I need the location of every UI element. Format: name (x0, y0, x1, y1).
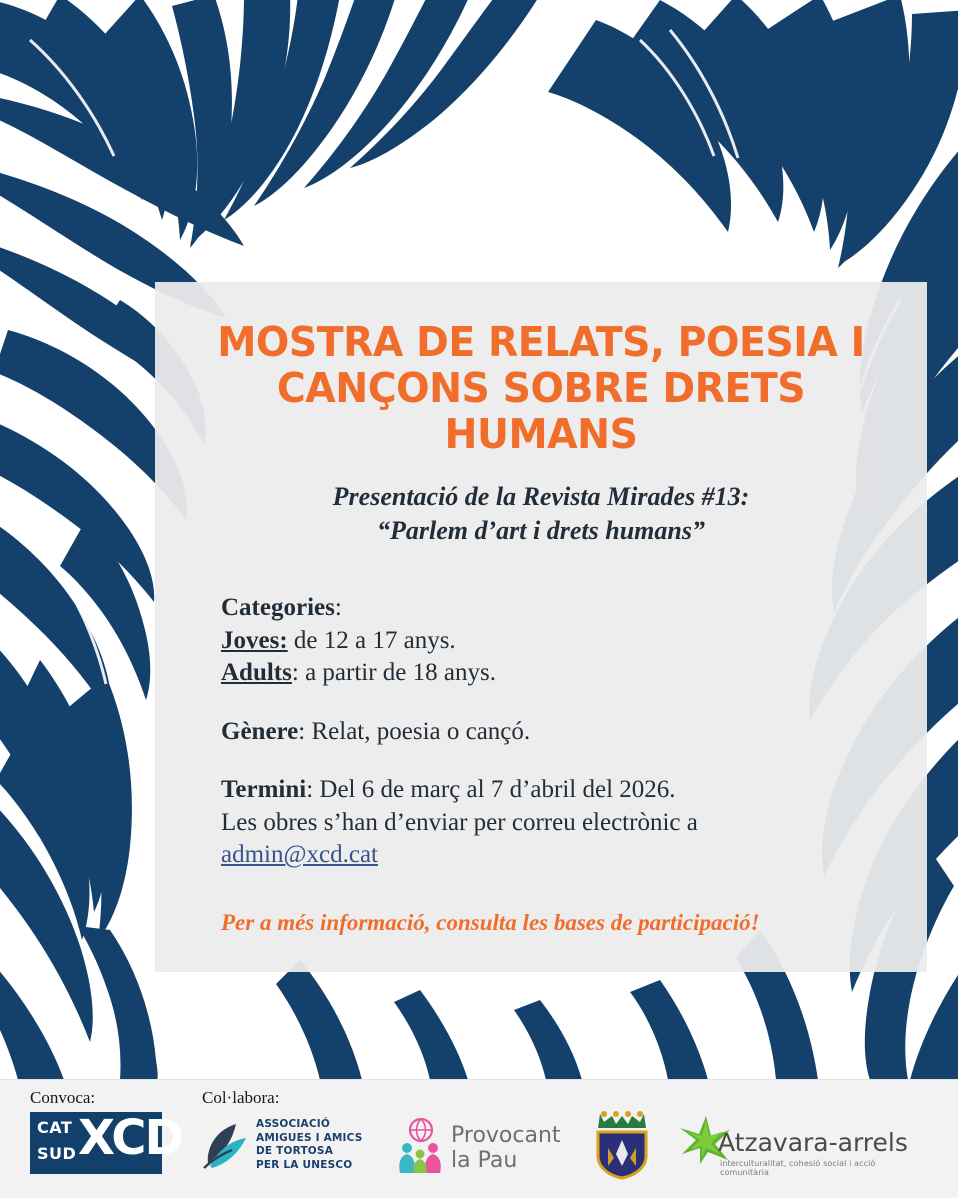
atzavara-name: Atzavara-arrels (718, 1128, 908, 1157)
provocant-line-2: la Pau (451, 1147, 518, 1173)
logo-unesco-association[interactable] (202, 1116, 377, 1178)
people-globe-icon (395, 1118, 447, 1174)
logo-unesco-text (256, 1118, 363, 1173)
enviament-line: Les obres s’han d’enviar per correu electrònic a (221, 808, 698, 836)
genere-value: : Relat, poesia o cançó. (298, 717, 531, 745)
unesco-line-1: ASSOCIACIÓ (256, 1118, 330, 1130)
categories-heading (221, 592, 893, 625)
termini-label: Termini (221, 776, 307, 804)
adults-value: : a partir de 18 anys. (291, 659, 496, 687)
joves-value: de 12 a 17 anys. (287, 626, 456, 654)
adults-label: Adults (221, 659, 292, 687)
title-line-2: CANÇONS SOBRE DRETS HUMANS (276, 363, 806, 458)
unesco-line-3: DE TORTOSA (256, 1145, 334, 1158)
categories-label: Categories (221, 594, 335, 622)
subtitle (189, 480, 893, 549)
logo-atzavara-arrels[interactable] (678, 1114, 924, 1176)
title-line-1: MOSTRA DE RELATS, POESIA I (217, 318, 865, 366)
ajuntament-crest-icon[interactable] (590, 1108, 654, 1180)
subtitle-line-2: “Parlem d’art i drets humans” (377, 516, 705, 546)
joves-label: Joves: (221, 626, 288, 654)
spacer-2 (221, 748, 893, 774)
spacer-1 (221, 690, 893, 716)
logo-xcd-cat: CAT (37, 1118, 73, 1137)
unesco-line-4: PER LA UNESCO (256, 1158, 353, 1171)
categoria-joves (221, 625, 893, 658)
logo-provocant-la-pau[interactable] (395, 1116, 585, 1178)
convoca-label: Convoca: (30, 1088, 96, 1107)
email-line (221, 839, 893, 872)
genere-label: Gènere (221, 717, 299, 745)
email-link[interactable]: admin@xcd.cat (221, 841, 378, 869)
content-card (155, 282, 927, 972)
call-to-action: Per a més informació, consulta les bases de participació! (221, 909, 760, 935)
atzavara-tagline: interculturalitat, cohesió social i acció comunitària (720, 1159, 876, 1177)
details-block (189, 592, 893, 872)
sponsor-bar (0, 1079, 958, 1198)
page-title (203, 320, 879, 458)
unesco-line-2: AMIGUES I AMICS (256, 1131, 363, 1144)
termini-line (221, 774, 893, 807)
subtitle-line-1: Presentació de la Revista Mirades #13: (332, 481, 750, 511)
termini-value: : Del 6 de març al 7 d’abril del 2026. (306, 776, 676, 804)
logo-xcd-sud: SUD (37, 1144, 77, 1163)
categoria-adults (221, 657, 893, 690)
genere-line (221, 716, 893, 749)
logo-provocant-text (451, 1124, 561, 1173)
logo-xcd[interactable] (30, 1110, 183, 1174)
leaf-icon (202, 1120, 248, 1170)
categories-colon: : (334, 594, 342, 622)
provocant-line-1: Provocant (451, 1123, 561, 1148)
logo-xcd-acronym: XCD (78, 1110, 183, 1166)
collabora-label: Col·labora: (202, 1088, 280, 1107)
